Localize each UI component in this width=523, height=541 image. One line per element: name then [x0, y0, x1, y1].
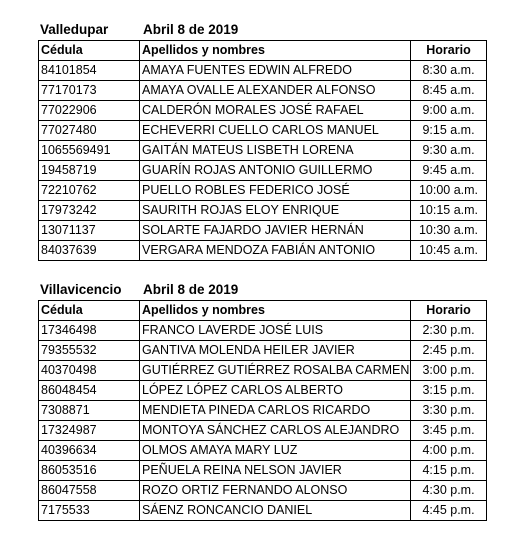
header-apellidos-nombres: Apellidos y nombres — [140, 301, 411, 321]
table-row — [39, 241, 487, 261]
table-row — [39, 321, 487, 341]
table-row — [39, 461, 487, 481]
time-cell: 10:45 a.m. — [411, 241, 487, 261]
table-row — [39, 101, 487, 121]
schedule-date: Abril 8 de 2019 — [143, 22, 239, 37]
cedula-cell: 79355532 — [39, 341, 140, 361]
time-cell: 4:30 p.m. — [411, 481, 487, 501]
cedula-cell: 77170173 — [39, 81, 140, 101]
cedula-cell: 7308871 — [39, 401, 140, 421]
table-header-row — [39, 301, 487, 321]
time-cell: 8:45 a.m. — [411, 81, 487, 101]
name-cell: GANTIVA MOLENDA HEILER JAVIER — [140, 341, 411, 361]
table-row — [39, 181, 487, 201]
name-cell: GUARÍN ROJAS ANTONIO GUILLERMO — [140, 161, 411, 181]
table-header-row — [39, 41, 487, 61]
cedula-cell: 19458719 — [39, 161, 140, 181]
cedula-cell: 86053516 — [39, 461, 140, 481]
name-cell: PUELLO ROBLES FEDERICO JOSÉ — [140, 181, 411, 201]
table-row — [39, 61, 487, 81]
cedula-cell: 1065569491 — [39, 141, 140, 161]
name-cell: MONTOYA SÁNCHEZ CARLOS ALEJANDRO — [140, 421, 411, 441]
cedula-cell: 7175533 — [39, 501, 140, 521]
time-cell: 3:45 p.m. — [411, 421, 487, 441]
name-cell: AMAYA FUENTES EDWIN ALFREDO — [140, 61, 411, 81]
name-cell: SOLARTE FAJARDO JAVIER HERNÁN — [140, 221, 411, 241]
schedule-table — [38, 40, 487, 261]
table-row — [39, 81, 487, 101]
header-horario: Horario — [411, 41, 487, 61]
table-row — [39, 361, 487, 381]
name-cell: GUTIÉRREZ GUTIÉRREZ ROSALBA CARMEN — [140, 361, 411, 381]
section-valledupar — [38, 19, 487, 261]
cedula-cell: 17346498 — [39, 321, 140, 341]
time-cell: 4:45 p.m. — [411, 501, 487, 521]
table-row — [39, 481, 487, 501]
name-cell: ROZO ORTIZ FERNANDO ALONSO — [140, 481, 411, 501]
section-villavicencio — [38, 279, 487, 521]
time-cell: 9:00 a.m. — [411, 101, 487, 121]
cedula-cell: 13071137 — [39, 221, 140, 241]
header-horario: Horario — [411, 301, 487, 321]
time-cell: 9:45 a.m. — [411, 161, 487, 181]
header-cedula: Cédula — [39, 301, 140, 321]
cedula-cell: 86048454 — [39, 381, 140, 401]
city-name: Valledupar — [40, 22, 109, 37]
name-cell: GAITÁN MATEUS LISBETH LORENA — [140, 141, 411, 161]
name-cell: ECHEVERRI CUELLO CARLOS MANUEL — [140, 121, 411, 141]
cedula-cell: 77027480 — [39, 121, 140, 141]
time-cell: 2:45 p.m. — [411, 341, 487, 361]
time-cell: 4:15 p.m. — [411, 461, 487, 481]
cedula-cell: 86047558 — [39, 481, 140, 501]
cedula-cell: 72210762 — [39, 181, 140, 201]
city-name: Villavicencio — [40, 282, 122, 297]
time-cell: 3:00 p.m. — [411, 361, 487, 381]
header-cedula: Cédula — [39, 41, 140, 61]
name-cell: MENDIETA PINEDA CARLOS RICARDO — [140, 401, 411, 421]
table-row — [39, 421, 487, 441]
time-cell: 4:00 p.m. — [411, 441, 487, 461]
time-cell: 2:30 p.m. — [411, 321, 487, 341]
schedule-date: Abril 8 de 2019 — [143, 282, 239, 297]
schedule-table — [38, 300, 487, 521]
time-cell: 10:00 a.m. — [411, 181, 487, 201]
header-apellidos-nombres: Apellidos y nombres — [140, 41, 411, 61]
name-cell: OLMOS AMAYA MARY LUZ — [140, 441, 411, 461]
name-cell: LÓPEZ LÓPEZ CARLOS ALBERTO — [140, 381, 411, 401]
table-row — [39, 341, 487, 361]
name-cell: VERGARA MENDOZA FABIÁN ANTONIO — [140, 241, 411, 261]
time-cell: 3:30 p.m. — [411, 401, 487, 421]
cedula-cell: 40396634 — [39, 441, 140, 461]
table-row — [39, 121, 487, 141]
table-row — [39, 381, 487, 401]
name-cell: PEÑUELA REINA NELSON JAVIER — [140, 461, 411, 481]
time-cell: 10:15 a.m. — [411, 201, 487, 221]
cedula-cell: 77022906 — [39, 101, 140, 121]
cedula-cell: 40370498 — [39, 361, 140, 381]
time-cell: 9:30 a.m. — [411, 141, 487, 161]
time-cell: 10:30 a.m. — [411, 221, 487, 241]
table-row — [39, 441, 487, 461]
table-row — [39, 201, 487, 221]
name-cell: CALDERÓN MORALES JOSÉ RAFAEL — [140, 101, 411, 121]
name-cell: AMAYA OVALLE ALEXANDER ALFONSO — [140, 81, 411, 101]
cedula-cell: 17324987 — [39, 421, 140, 441]
table-row — [39, 401, 487, 421]
name-cell: FRANCO LAVERDE JOSÉ LUIS — [140, 321, 411, 341]
time-cell: 9:15 a.m. — [411, 121, 487, 141]
table-row — [39, 161, 487, 181]
section-heading — [38, 19, 487, 40]
cedula-cell: 84101854 — [39, 61, 140, 81]
time-cell: 3:15 p.m. — [411, 381, 487, 401]
table-row — [39, 221, 487, 241]
cedula-cell: 17973242 — [39, 201, 140, 221]
time-cell: 8:30 a.m. — [411, 61, 487, 81]
table-row — [39, 141, 487, 161]
section-heading — [38, 279, 487, 300]
table-row — [39, 501, 487, 521]
name-cell: SÁENZ RONCANCIO DANIEL — [140, 501, 411, 521]
cedula-cell: 84037639 — [39, 241, 140, 261]
name-cell: SAURITH ROJAS ELOY ENRIQUE — [140, 201, 411, 221]
